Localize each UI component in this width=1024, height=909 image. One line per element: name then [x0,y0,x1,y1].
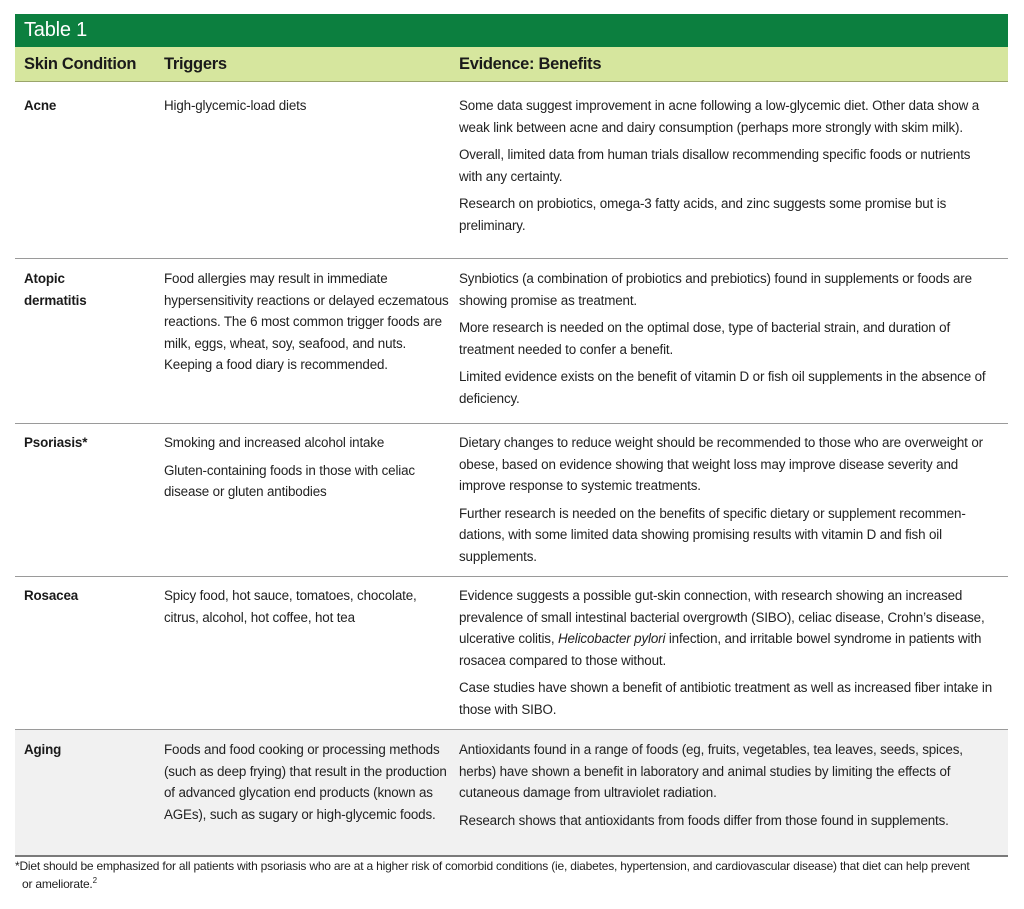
triggers-cell [155,95,450,258]
evidence-text-part: Evidence suggests a possible gut-skin connection, with research showing an increased prevalence of small intestinal bacterial overgrowth (SIBO), celiac disease, Crohn’s disease, ulcerative colitis, [459,588,985,646]
evidence-text: Antioxidants found in a range of foods (eg, fruits, vegetables, tea leaves, seeds, spices, herbs) have shown a benefit in laboratory and animal studies by limiting the effects of cutaneous damage from ultraviolet radiation. [459,742,963,800]
evidence-cell [450,739,1008,855]
header-skin-condition: Skin Condition [24,54,137,73]
evidence-cell [450,95,1008,258]
trigger-text: Food allergies may result in immediate hypersensitivity reactions or delayed eczematous reactions. The 6 most common trigger foods are milk, eggs, wheat, soy, seafood, and nuts. Keeping a food diary is recommended. [164,271,449,372]
table-row-rosacea [15,577,1008,730]
table-title: Table 1 [15,14,1008,47]
trigger-text: Foods and food cooking or processing methods (such as deep frying) that result in the production of advanced glycation end products (known as AGEs), such as sugary or high-glycemic foods. [164,742,447,822]
footnote-reference: 2 [92,876,97,885]
table-row-psoriasis [15,424,1008,577]
evidence-text: Dietary changes to reduce weight should be recommended to those who are overweight or obese, based on evidence showing that weight loss may improve disease severity and improve response to systemic treatments. [459,435,983,493]
condition-line: dermatitis [24,292,87,308]
triggers-cell [155,739,450,855]
evidence-text: More research is needed on the optimal dose, type of bacterial strain, and duration of treatment needed to confer a benefit. [459,320,951,357]
evidence-text: Further research is needed on the benefits of specific dietary or supplement recommen-dations, with some limited data showing promising results with vitamin D and fish oil supplements. [459,505,966,564]
trigger-text: Smoking and increased alcohol intake [164,435,385,450]
evidence-text: Overall, limited data from human trials disallow recommending specific foods or nutrients with any certainty. [459,147,971,184]
table-row-atopic-dermatitis [15,259,1008,424]
evidence-text: Synbiotics (a combination of probiotics and prebiotics) found in supplements or foods are showing promise as treatment. [459,271,972,308]
table-row-acne [15,82,1008,259]
table-header-row [15,47,1008,82]
evidence-italic-organism: Helicobacter pylori [557,631,666,646]
footnote-line: *Diet should be emphasized for all patients with psoriasis who are at a higher risk of comorbid conditions (ie, diabetes, hypertension, and cardiovascular disease) that diet can help prevent [15,859,970,873]
condition-cell [15,268,155,423]
header-evidence: Evidence: Benefits [459,54,602,73]
evidence-text: Limited evidence exists on the benefit of vitamin D or fish oil supplements in the absence of deficiency. [459,369,986,406]
evidence-cell [450,585,1008,729]
trigger-text: High-glycemic-load diets [164,98,307,113]
trigger-text: Gluten-containing foods in those with celiac disease or gluten antibodies [164,462,415,499]
condition-cell: Aging [24,742,62,757]
evidence-cell [450,432,1008,576]
footnote-text: or ameliorate. [22,877,93,891]
header-triggers: Triggers [164,54,227,73]
condition-cell: Acne [24,98,57,113]
evidence-text: Research shows that antioxidants from foods differ from those found in supplements. [459,812,949,828]
condition-cell: Rosacea [24,588,79,603]
trigger-text: Spicy food, hot sauce, tomatoes, chocolate, citrus, alcohol, hot coffee, hot tea [164,588,417,625]
table-row-aging [15,730,1008,857]
footnote-line [15,875,1005,893]
triggers-cell [155,268,450,423]
evidence-text: Research on probiotics, omega-3 fatty acids, and zinc suggests some promise but is preliminary. [459,196,947,233]
evidence-text: Some data suggest improvement in acne following a low-glycemic diet. Other data show a weak link between acne and dairy consumption (perhaps more strongly with skim milk). [459,98,980,135]
triggers-cell [155,585,450,729]
evidence-text [459,585,996,671]
condition-line: Atopic [24,271,65,286]
triggers-cell [155,432,450,576]
condition-cell: Psoriasis* [24,435,88,450]
table-footnote [15,857,1005,893]
evidence-text: Case studies have shown a benefit of antibiotic treatment as well as increased fiber intake in those with SIBO. [459,680,992,717]
evidence-cell [450,268,1008,423]
skin-diet-table [15,14,1008,857]
evidence-text-part: infection, and irritable bowel syndrome in patients with rosacea compared to those without. [459,631,982,668]
